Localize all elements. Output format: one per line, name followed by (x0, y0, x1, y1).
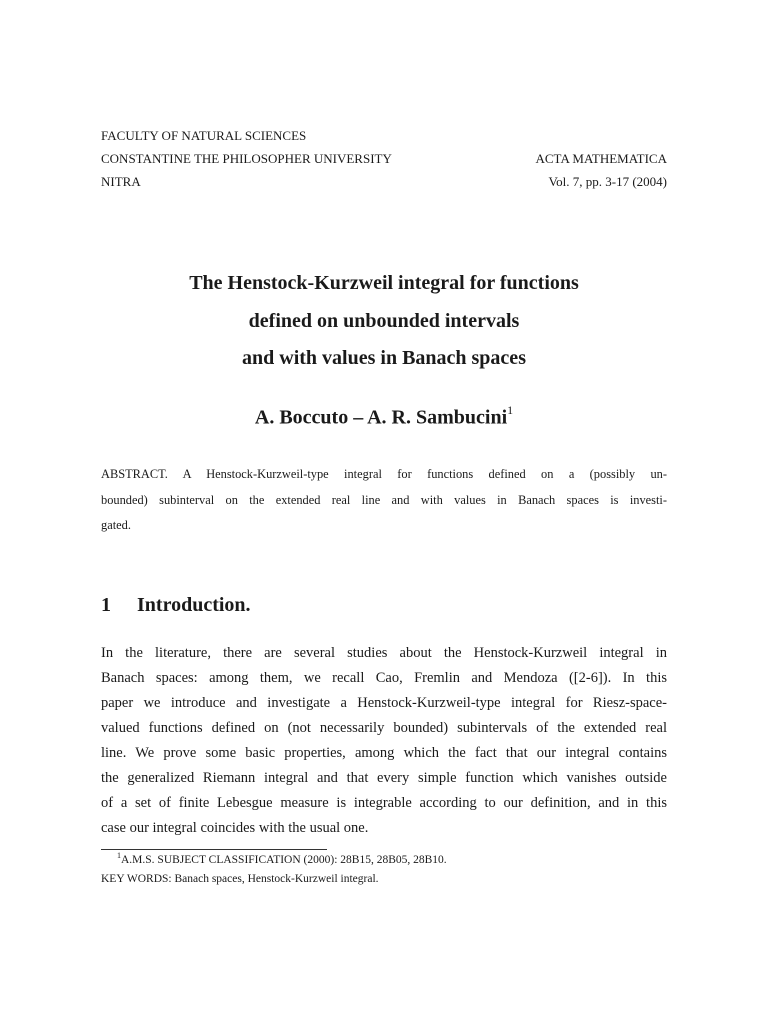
footnote-keywords: KEY WORDS: Banach spaces, Henstock-Kurzweil integral. (101, 873, 379, 885)
paragraph-line: In the literature, there are several studies about the Henstock-Kurzweil integral in (101, 645, 667, 661)
section-heading (101, 594, 251, 617)
paragraph-line: paper we introduce and investigate a Henstock-Kurzweil-type integral for Riesz-space- (101, 695, 667, 711)
city-name: NITRA (101, 174, 141, 189)
footnote-divider (101, 849, 327, 850)
footnote-mark: 1 (507, 403, 514, 417)
abstract-line: ABSTRACT. A Henstock-Kurzweil-type integral for functions defined on a (possibly un- (101, 467, 667, 481)
paragraph-line: line. We prove some basic properties, among which the fact that our integral contains (101, 745, 667, 761)
author-names: A. Boccuto – A. R. Sambucini (254, 406, 508, 429)
journal-volume: Vol. 7, pp. 3-17 (2004) (548, 174, 667, 189)
section-title: Introduction. (137, 594, 251, 616)
footnote-classification (117, 851, 447, 866)
paragraph-line: valued functions defined on (not necessarily bounded) subintervals of the extended real (101, 720, 667, 736)
abstract (101, 462, 667, 539)
classification-text: A.M.S. SUBJECT CLASSIFICATION (2000): 28B15, 28B05, 28B10. (121, 853, 447, 866)
abstract-line: gated. (101, 518, 131, 532)
intro-paragraph (101, 641, 667, 841)
title-line: and with values in Banach spaces (242, 347, 526, 369)
paper-title (101, 265, 667, 378)
footnote-number: 1 (117, 851, 121, 860)
title-line: defined on unbounded intervals (248, 309, 520, 332)
author-list (101, 405, 667, 430)
faculty-name: FACULTY OF NATURAL SCIENCES (101, 128, 307, 143)
section-number: 1 (101, 594, 111, 616)
title-line: The Henstock-Kurzweil integral for functions (189, 272, 579, 294)
paragraph-line: Banach spaces: among them, we recall Cao, Fremlin and Mendoza ([2-6]). In this (101, 670, 667, 686)
abstract-line: bounded) subinterval on the extended real line and with values in Banach spaces is investi- (101, 492, 667, 507)
journal-name: ACTA MATHEMATICA (535, 151, 667, 166)
paragraph-line: case our integral coincides with the usual one. (101, 820, 369, 836)
university-name: CONSTANTINE THE PHILOSOPHER UNIVERSITY (101, 151, 392, 166)
paragraph-line: the generalized Riemann integral and that every simple function which vanishes outside (101, 770, 667, 786)
paragraph-line: of a set of finite Lebesgue measure is integrable according to our definition, and in this (101, 795, 667, 811)
